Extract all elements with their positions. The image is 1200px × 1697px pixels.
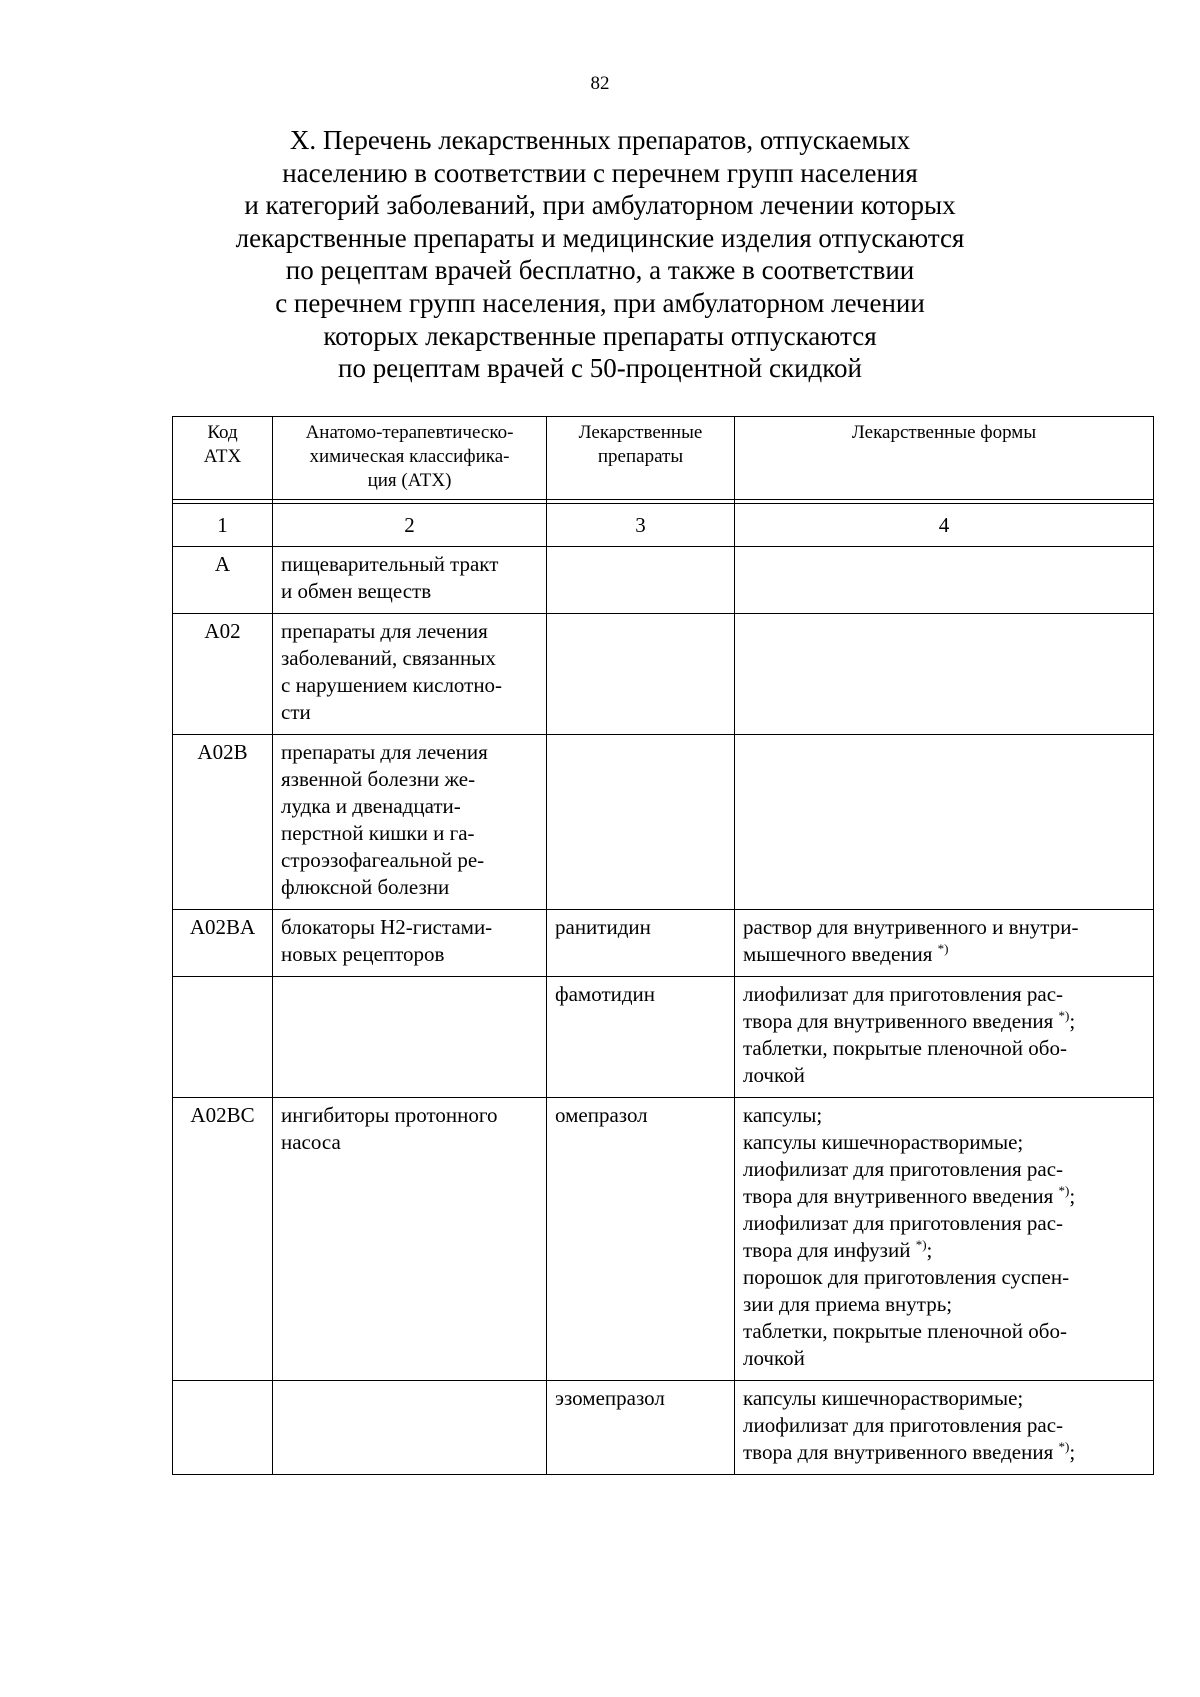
footnote-mark: *)	[915, 1237, 927, 1252]
cell-text: твора для внутривенного введения	[743, 1009, 1059, 1033]
drug-forms	[735, 547, 1154, 614]
cell-text: лочкой	[743, 1346, 805, 1370]
table-row	[173, 910, 1154, 977]
atx-classification	[273, 977, 547, 1098]
title-line: с перечнем групп населения, при амбулаторном лечении	[275, 287, 925, 318]
cell-text: таблетки, покрытые пленочной обо-	[743, 1036, 1067, 1060]
cell-text: лудка и двенадцати-	[281, 794, 461, 818]
table-row	[173, 547, 1154, 614]
cell-text	[743, 941, 1145, 968]
cell-text: лиофилизат для приготовления рас-	[743, 1211, 1064, 1235]
table-row	[173, 735, 1154, 910]
cell-text	[743, 1237, 1145, 1264]
cell-text	[743, 1439, 1145, 1466]
drug-name: ранитидин	[547, 910, 735, 977]
cell-text: твора для инфузий	[743, 1238, 916, 1262]
column-number: 3	[547, 504, 735, 547]
header-text: Код	[207, 422, 238, 443]
cell-text: препараты для лечения	[281, 740, 488, 764]
drug-name: омепразол	[547, 1098, 735, 1381]
atx-classification	[273, 735, 547, 910]
header-text: химическая классифика-	[309, 446, 510, 467]
table-row	[173, 1098, 1154, 1381]
atx-code	[173, 1381, 273, 1475]
cell-text: мышечного введения	[743, 942, 938, 966]
table-row	[173, 977, 1154, 1098]
title-line: которых лекарственные препараты отпускаются	[323, 320, 877, 351]
atx-classification	[273, 1381, 547, 1475]
drug-name	[547, 614, 735, 735]
atx-code: A	[173, 547, 273, 614]
atx-classification	[273, 910, 547, 977]
cell-text: пищеварительный тракт	[281, 552, 499, 576]
column-number: 4	[735, 504, 1154, 547]
atx-code: A02BC	[173, 1098, 273, 1381]
header-drugs	[547, 417, 735, 500]
cell-text: лиофилизат для приготовления рас-	[743, 1157, 1064, 1181]
title-line: по рецептам врачей бесплатно, а также в соответствии	[285, 255, 915, 286]
cell-text: и обмен веществ	[281, 579, 432, 603]
cell-text: твора для внутривенного введения	[743, 1184, 1059, 1208]
cell-text: заболеваний, связанных	[281, 646, 496, 670]
cell-text: лиофилизат для приготовления рас-	[743, 1413, 1064, 1437]
header-text: Лекарственные	[578, 422, 703, 443]
atx-code	[173, 977, 273, 1098]
cell-text: капсулы кишечнорастворимые;	[743, 1130, 1024, 1154]
footnote-mark: *)	[1058, 1183, 1070, 1198]
cell-text: ;	[926, 1238, 933, 1262]
atx-classification	[273, 1098, 547, 1381]
cell-text: строэзофагеальной ре-	[281, 848, 485, 872]
title-line: X. Перечень лекарственных препаратов, отпускаемых	[289, 125, 911, 155]
cell-text: сти	[281, 700, 311, 724]
cell-text: лочкой	[743, 1063, 805, 1087]
footnote-mark: *)	[937, 941, 949, 956]
drug-forms	[735, 1098, 1154, 1381]
title-line: населению в соответствии с перечнем групп населения	[282, 157, 918, 188]
drug-name: фамотидин	[547, 977, 735, 1098]
cell-text: перстной кишки и га-	[281, 821, 475, 845]
cell-text: ;	[1069, 1184, 1076, 1208]
column-number: 1	[173, 504, 273, 547]
table-row	[173, 1381, 1154, 1475]
drug-forms	[735, 910, 1154, 977]
cell-text: блокаторы H2-гистами-	[281, 915, 493, 939]
cell-text: препараты для лечения	[281, 619, 488, 643]
cell-text: новых рецепторов	[281, 942, 445, 966]
drug-list-table	[172, 416, 1154, 1475]
header-text: ция (АТХ)	[367, 470, 452, 491]
atx-classification	[273, 547, 547, 614]
drug-forms	[735, 735, 1154, 910]
drug-name	[547, 547, 735, 614]
drug-name: эзомепразол	[547, 1381, 735, 1475]
cell-text: лиофилизат для приготовления рас-	[743, 982, 1064, 1006]
header-code	[173, 417, 273, 500]
footnote-mark: *)	[1058, 1439, 1070, 1454]
drug-forms	[735, 1381, 1154, 1475]
cell-text: порошок для приготовления суспен-	[743, 1265, 1070, 1289]
cell-text: насоса	[281, 1130, 341, 1154]
drug-forms	[735, 614, 1154, 735]
cell-text: таблетки, покрытые пленочной обо-	[743, 1319, 1067, 1343]
footnote-mark: *)	[1058, 1008, 1070, 1023]
atx-code: A02B	[173, 735, 273, 910]
cell-text: капсулы кишечнорастворимые;	[743, 1386, 1024, 1410]
title-line: и категорий заболеваний, при амбулаторном лечении которых	[244, 190, 956, 221]
column-number: 2	[273, 504, 547, 547]
header-text: АТХ	[203, 446, 242, 467]
cell-text: ;	[1069, 1009, 1076, 1033]
drug-list-table-wrapper	[172, 416, 1154, 1475]
cell-text: твора для внутривенного введения	[743, 1440, 1059, 1464]
title-line: по рецептам врачей с 50-процентной скидкой	[338, 353, 862, 384]
cell-text: зии для приема внутрь;	[743, 1292, 953, 1316]
header-classification	[273, 417, 547, 500]
header-text: Лекарственные формы	[851, 422, 1037, 443]
cell-text: с нарушением кислотно-	[281, 673, 503, 697]
atx-classification	[273, 614, 547, 735]
atx-code: A02BA	[173, 910, 273, 977]
table-header-row	[173, 417, 1154, 500]
cell-text: ;	[1069, 1440, 1076, 1464]
document-title	[150, 124, 1050, 385]
cell-text: язвенной болезни же-	[281, 767, 476, 791]
page-number: 82	[590, 73, 610, 94]
drug-name	[547, 735, 735, 910]
header-text: препараты	[597, 446, 684, 467]
cell-text	[743, 1183, 1145, 1210]
cell-text: раствор для внутривенного и внутри-	[743, 915, 1079, 939]
header-text: Анатомо-терапевтическо-	[305, 422, 514, 443]
drug-forms	[735, 977, 1154, 1098]
atx-code: A02	[173, 614, 273, 735]
cell-text	[743, 1008, 1145, 1035]
header-forms	[735, 417, 1154, 500]
cell-text: капсулы;	[743, 1103, 823, 1127]
cell-text: ингибиторы протонного	[281, 1103, 498, 1127]
column-number-row	[173, 504, 1154, 547]
cell-text: флюксной болезни	[281, 875, 450, 899]
title-line: лекарственные препараты и медицинские изделия отпускаются	[235, 222, 965, 253]
table-row	[173, 614, 1154, 735]
